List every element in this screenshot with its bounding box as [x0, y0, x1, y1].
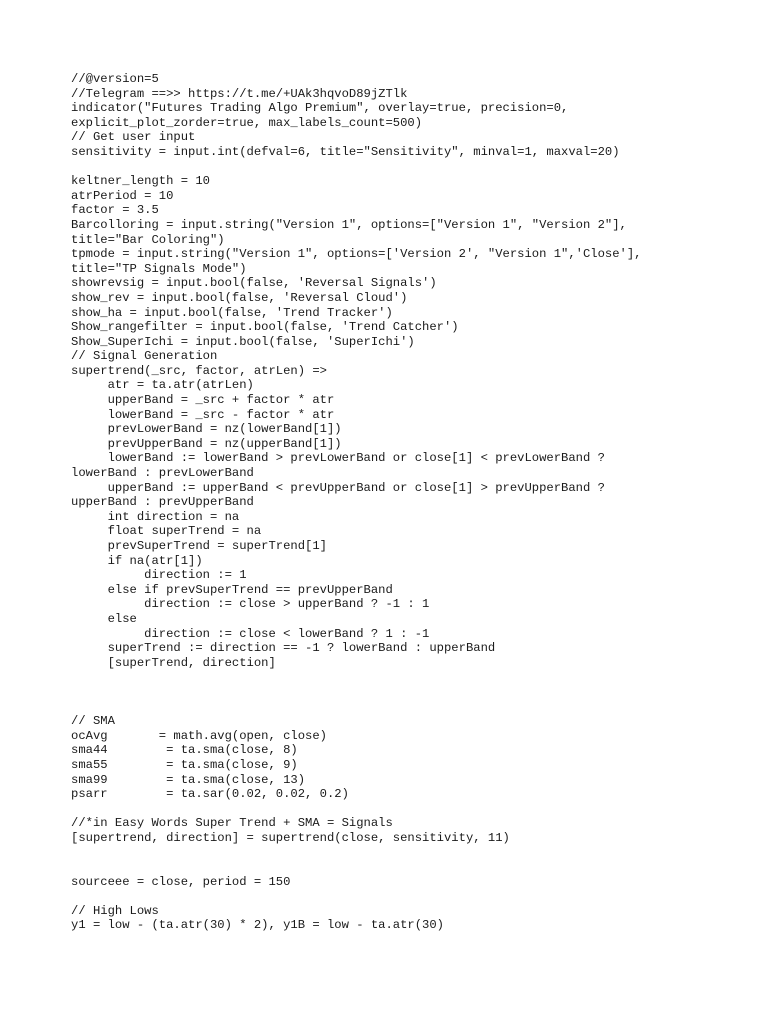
- code-line: sma55 = ta.sma(close, 9): [71, 757, 298, 772]
- code-line: upperBand = _src + factor * atr: [71, 393, 335, 408]
- code-line: keltner_length = 10: [71, 174, 210, 189]
- code-line: sma99 = ta.sma(close, 13): [71, 772, 306, 787]
- code-line: [supertrend, direction] = supertrend(close, sensitivity, 11): [71, 830, 510, 845]
- code-line: sourceee = close, period = 150: [71, 874, 291, 889]
- code-line: atrPeriod = 10: [71, 188, 174, 203]
- code-line: show_rev = input.bool(false, 'Reversal Cloud'): [71, 290, 408, 305]
- code-line: [71, 670, 761, 685]
- code-line: tpmode = input.string("Version 1", options=['Version 2', "Version 1",'Close'],: [71, 247, 642, 262]
- code-line: Barcolloring = input.string("Version 1", options=["Version 1", "Version 2"],: [71, 217, 627, 232]
- code-line: sma44 = ta.sma(close, 8): [71, 743, 298, 758]
- code-line: lowerBand : prevLowerBand: [71, 466, 254, 481]
- code-line: upperBand : prevUpperBand: [71, 495, 254, 510]
- code-line: [superTrend, direction]: [71, 655, 276, 670]
- code-line: [71, 889, 761, 904]
- code-line: [71, 700, 761, 715]
- code-line: lowerBand := lowerBand > prevLowerBand or close[1] < prevLowerBand ?: [71, 451, 605, 466]
- code-line: show_ha = input.bool(false, 'Trend Tracker'): [71, 305, 393, 320]
- code-line: //*in Easy Words Super Trend + SMA = Signals: [71, 816, 393, 831]
- code-line: if na(atr[1]): [71, 553, 203, 568]
- code-line: title="TP Signals Mode"): [71, 261, 247, 276]
- code-line: atr = ta.atr(atrLen): [71, 378, 254, 393]
- code-line: prevUpperBand = nz(upperBand[1]): [71, 436, 342, 451]
- code-line: //@version=5: [71, 72, 159, 86]
- code-line: factor = 3.5: [71, 203, 159, 218]
- code-line: lowerBand = _src - factor * atr: [71, 407, 335, 422]
- code-line: // Signal Generation: [71, 349, 218, 364]
- code-line: direction := close < lowerBand ? 1 : -1: [71, 626, 430, 641]
- code-line: sensitivity = input.int(defval=6, title="Sensitivity", minval=1, maxval=20): [71, 144, 620, 159]
- code-line: title="Bar Coloring"): [71, 232, 225, 247]
- code-line: Show_SuperIchi = input.bool(false, 'SuperIchi'): [71, 334, 415, 349]
- code-line: superTrend := direction == -1 ? lowerBand : upperBand: [71, 641, 496, 656]
- code-line: else: [71, 611, 137, 626]
- code-line: float superTrend = na: [71, 524, 262, 539]
- code-line: // SMA: [71, 714, 115, 729]
- code-line: direction := 1: [71, 568, 247, 583]
- code-line: [71, 845, 761, 860]
- code-line: int direction = na: [71, 509, 240, 524]
- code-line: psarr = ta.sar(0.02, 0.02, 0.2): [71, 787, 349, 802]
- code-line: [71, 685, 761, 700]
- code-line: // High Lows: [71, 903, 159, 918]
- code-line: // Get user input: [71, 130, 196, 145]
- code-line: //Telegram ==>> https://t.me/+UAk3hqvoD89jZTlk: [71, 86, 408, 101]
- code-line: direction := close > upperBand ? -1 : 1: [71, 597, 430, 612]
- code-listing: [71, 72, 761, 933]
- code-line: else if prevSuperTrend == prevUpperBand: [71, 582, 393, 597]
- code-line: [71, 860, 761, 875]
- code-line: supertrend(_src, factor, atrLen) =>: [71, 363, 327, 378]
- code-line: explicit_plot_zorder=true, max_labels_count=500): [71, 115, 423, 130]
- code-line: [71, 802, 761, 817]
- code-line: [71, 160, 761, 175]
- code-line: prevLowerBand = nz(lowerBand[1]): [71, 422, 342, 437]
- code-line: prevSuperTrend = superTrend[1]: [71, 539, 327, 553]
- code-line: y1 = low - (ta.atr(30) * 2), y1B = low - ta.atr(30): [71, 918, 444, 933]
- code-line: indicator("Futures Trading Algo Premium", overlay=true, precision=0,: [71, 101, 569, 116]
- code-line: Show_rangefilter = input.bool(false, 'Trend Catcher'): [71, 320, 459, 335]
- code-line: showrevsig = input.bool(false, 'Reversal Signals'): [71, 276, 437, 291]
- code-line: upperBand := upperBand < prevUpperBand or close[1] > prevUpperBand ?: [71, 480, 605, 495]
- code-line: ocAvg = math.avg(open, close): [71, 728, 327, 743]
